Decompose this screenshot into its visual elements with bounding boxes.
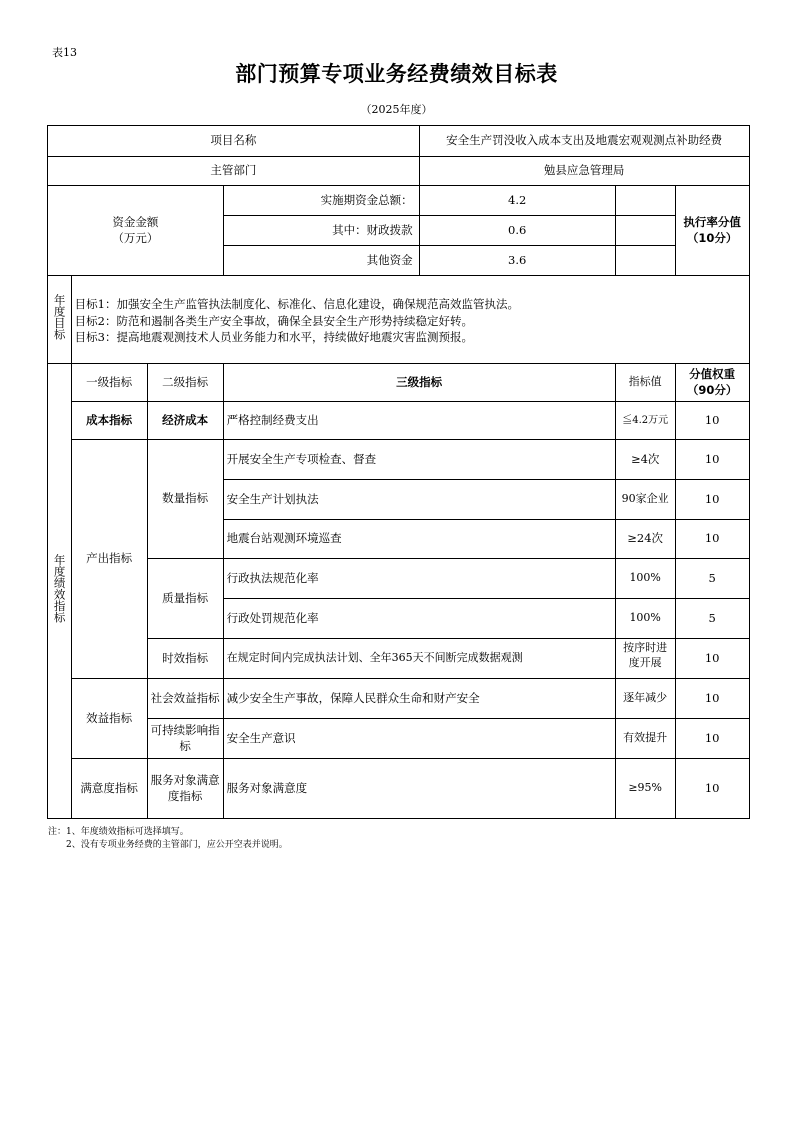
funds-other-label: 其他资金 — [223, 246, 419, 276]
cost-level1: 成本指标 — [71, 402, 147, 440]
ql2-text: 行政处罚规范化率 — [223, 599, 615, 639]
cost-weight: 10 — [675, 402, 749, 440]
q3-text: 地震台站观测环境巡查 — [223, 520, 615, 559]
performance-target-table — [47, 125, 750, 819]
t1-text: 在规定时间内完成执法计划、全年365天不间断完成数据观测 — [223, 639, 615, 679]
note-1: 注：1、年度绩效指标可选择填写。 — [48, 827, 189, 837]
goal-3: 目标3：提高地震观测技术人员业务能力和水平，持续做好地震灾害监测预报。 — [74, 330, 473, 345]
q1-value: ≥4次 — [615, 440, 675, 480]
service-label: 服务对象满意度指标 — [147, 759, 223, 819]
quality-label: 质量指标 — [147, 559, 223, 639]
funds-label-line2: （万元） — [112, 230, 159, 245]
project-name-label: 项目名称 — [48, 126, 420, 157]
funds-spacer-2 — [615, 216, 675, 246]
header-level3: 三级指标 — [223, 364, 615, 402]
su1-text: 安全生产意识 — [223, 719, 615, 759]
project-name-value: 安全生产罚没收入成本支出及地震宏观观测点补助经费 — [419, 126, 749, 157]
su1-value: 有效提升 — [615, 719, 675, 759]
sa1-value: ≥95% — [615, 759, 675, 819]
output-label: 产出指标 — [71, 440, 147, 679]
s1-value: 逐年减少 — [615, 679, 675, 719]
t1-value-text: 按序时进度开展 — [623, 641, 668, 669]
funds-fiscal-label: 其中：财政拨款 — [223, 216, 419, 246]
su1-weight: 10 — [675, 719, 749, 759]
cost-text: 严格控制经费支出 — [223, 402, 615, 440]
funds-total-label: 实施期资金总额： — [223, 186, 419, 216]
q2-weight: 10 — [675, 480, 749, 520]
cost-value: ≦4.2万元 — [615, 402, 675, 440]
s1-text: 减少安全生产事故，保障人民群众生命和财产安全 — [223, 679, 615, 719]
page-title: 部门预算专项业务经费绩效目标表 — [235, 62, 558, 86]
note-2: 2、没有专项业务经费的主管部门，应公开空表并说明。 — [66, 840, 288, 850]
header-weight-line2: （90分） — [686, 382, 738, 397]
t1-weight: 10 — [675, 639, 749, 679]
header-level2: 二级指标 — [147, 364, 223, 402]
funds-total-value: 4.2 — [419, 186, 615, 216]
header-level1: 一级指标 — [71, 364, 147, 402]
exec-rate-score — [675, 186, 749, 276]
funds-other-value: 3.6 — [419, 246, 615, 276]
t1-value — [615, 639, 675, 679]
funds-fiscal-value: 0.6 — [419, 216, 615, 246]
satisfaction-label: 满意度指标 — [71, 759, 147, 819]
perf-indicators-label — [48, 364, 72, 819]
sustain-label: 可持续影响指标 — [147, 719, 223, 759]
goal-2: 目标2：防范和遏制各类生产安全事故，确保全县安全生产形势持续稳定好转。 — [74, 313, 473, 328]
header-weight-line1: 分值权重 — [689, 366, 736, 381]
ql2-value: 100% — [615, 599, 675, 639]
quantity-label: 数量指标 — [147, 440, 223, 559]
ql1-value: 100% — [615, 559, 675, 599]
q1-weight: 10 — [675, 440, 749, 480]
sa1-text: 服务对象满意度 — [223, 759, 615, 819]
sa1-weight: 10 — [675, 759, 749, 819]
goal-1: 目标1：加强安全生产监管执法制度化、标准化、信息化建设，确保规范高效监管执法。 — [74, 297, 519, 311]
ql2-weight: 5 — [675, 599, 749, 639]
header-value: 指标值 — [615, 364, 675, 402]
exec-rate-line1: 执行率分值 — [683, 214, 741, 229]
header-weight — [675, 364, 749, 402]
funds-spacer-3 — [615, 246, 675, 276]
funds-label — [48, 186, 224, 276]
benefit-label: 效益指标 — [71, 679, 147, 759]
s1-weight: 10 — [675, 679, 749, 719]
table-number: 表13 — [52, 46, 77, 59]
q2-text: 安全生产计划执法 — [223, 480, 615, 520]
cost-level2: 经济成本 — [147, 402, 223, 440]
q3-weight: 10 — [675, 520, 749, 559]
q3-value: ≥24次 — [615, 520, 675, 559]
funds-spacer-1 — [615, 186, 675, 216]
timeliness-label: 时效指标 — [147, 639, 223, 679]
ql1-weight: 5 — [675, 559, 749, 599]
dept-value: 勉县应急管理局 — [419, 157, 749, 186]
funds-label-line1: 资金金额 — [112, 214, 159, 229]
exec-rate-line2: （10分） — [686, 230, 738, 245]
ql1-text: 行政执法规范化率 — [223, 559, 615, 599]
social-label: 社会效益指标 — [147, 679, 223, 719]
dept-label: 主管部门 — [48, 157, 420, 186]
annual-goals-label-text: 年度目标 — [52, 294, 67, 341]
q1-text: 开展安全生产专项检查、督查 — [223, 440, 615, 480]
perf-indicators-label-text: 年度绩效指标 — [52, 554, 67, 624]
q2-value: 90家企业 — [615, 480, 675, 520]
year-label: （2025年度） — [360, 103, 433, 116]
annual-goals-label — [48, 276, 72, 364]
annual-goals-text — [71, 276, 749, 364]
